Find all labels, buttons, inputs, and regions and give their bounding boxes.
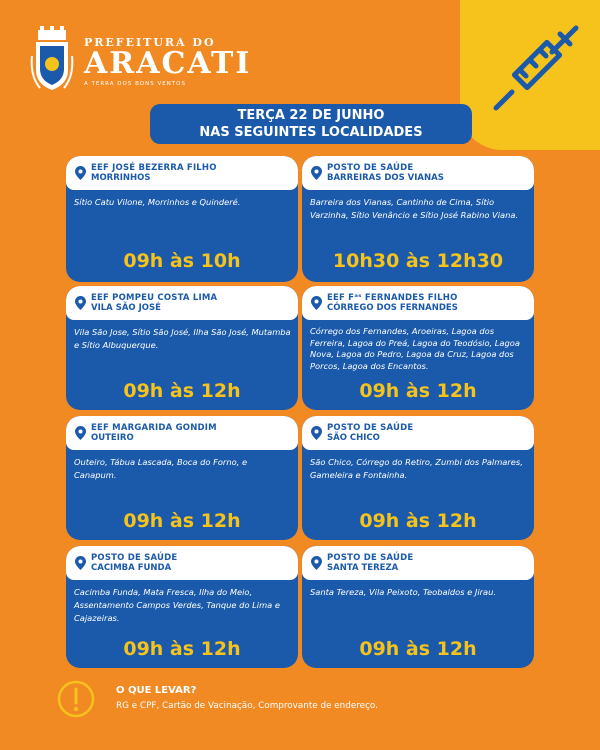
location-pin-icon	[311, 426, 322, 440]
location-pin-icon	[311, 556, 322, 570]
brand-name: ARACATI	[84, 46, 252, 81]
location-places: Santa Tereza, Vila Peixoto, Teobaldos e Jirau.	[310, 587, 497, 597]
date-subtitle: NAS SEGUINTES LOCALIDADES	[199, 125, 423, 140]
location-card	[66, 416, 298, 540]
location-name: VILA SÃO JOSÉ	[91, 303, 161, 313]
card-header	[302, 416, 534, 450]
vaccination-time: 09h às 12h	[123, 380, 241, 402]
location-pin-icon	[75, 166, 86, 180]
location-places: Córrego dos Fernandes, Aroeiras, Lagoa dos Ferreira, Lagoa do Preá, Lagoa do Teodósio, Lagoa Nova, Lagoa do Pedro, Lagoa da Cruz, Lagoa dos Porcos, Lagoa dos Encantos.	[310, 326, 520, 371]
city-crest-logo	[30, 26, 74, 96]
location-pin-icon	[311, 166, 322, 180]
location-name: OUTEIRO	[91, 433, 134, 443]
location-name: SANTA TEREZA	[327, 563, 399, 573]
location-places: São Chico, Córrego do Retiro, Zumbi dos Palmares, Gameleira e Fontainha.	[310, 457, 523, 480]
location-name: CACIMBA FUNDA	[91, 563, 172, 573]
location-name: CÓRREGO DOS FERNANDES	[327, 303, 458, 313]
location-places: Barreira dos Vianas, Cantinho de Cima, Sítio Varzinha, Sítio Venâncio e Sítio José Rabino Viana.	[310, 197, 519, 220]
footer-title: O QUE LEVAR?	[116, 685, 197, 696]
card-header	[66, 416, 298, 450]
location-type: POSTO DE SAÚDE	[327, 423, 414, 433]
syringe-icon	[490, 22, 582, 114]
location-card	[302, 546, 534, 668]
vaccination-time: 09h às 12h	[123, 510, 241, 532]
corner-badge	[460, 0, 600, 150]
vaccination-time: 09h às 12h	[359, 510, 477, 532]
location-card	[66, 286, 298, 410]
location-type: EEF POMPEU COSTA LIMA	[91, 293, 218, 303]
vaccination-time: 09h às 12h	[359, 638, 477, 660]
location-card	[302, 416, 534, 540]
brand	[84, 36, 251, 87]
date-banner	[150, 104, 472, 144]
location-card	[66, 546, 298, 668]
location-type: EEF MARGARIDA GONDIM	[91, 423, 217, 433]
location-card	[66, 156, 298, 282]
location-card	[302, 156, 534, 282]
footer-text: RG e CPF, Cartão de Vacinação, Comprovante de endereço.	[116, 701, 378, 711]
location-type: POSTO DE SAÚDE	[91, 553, 178, 563]
card-header	[66, 546, 298, 580]
card-header	[66, 286, 298, 320]
card-header	[66, 156, 298, 190]
brand-tagline: A TERRA DOS BONS VENTOS	[84, 81, 186, 87]
location-type: POSTO DE SAÚDE	[327, 553, 414, 563]
location-card	[302, 286, 534, 410]
vaccination-time: 10h30 às 12h30	[332, 250, 504, 272]
location-pin-icon	[75, 426, 86, 440]
location-name: SÃO CHICO	[327, 433, 380, 443]
card-header	[302, 156, 534, 190]
vaccination-time: 09h às 12h	[359, 380, 477, 402]
location-type: EEF Fᵃˢ FERNANDES FILHO	[327, 293, 458, 303]
location-places: Vila São Jose, Sítio São José, Ilha São José, Mutamba e Sítio Albuquerque.	[74, 327, 291, 350]
vaccination-time: 09h às 12h	[123, 638, 241, 660]
location-places: Outeiro, Tábua Lascada, Boca do Forno, e Canapum.	[74, 457, 248, 480]
vaccination-time: 09h às 10h	[123, 250, 241, 272]
location-type: EEF JOSÉ BEZERRA FILHO	[91, 163, 217, 173]
location-name: BARREIRAS DOS VIANAS	[327, 173, 444, 183]
location-places: Sítio Catu Vilone, Morrinhos e Quinderé.	[74, 197, 241, 207]
location-pin-icon	[311, 296, 322, 310]
location-name: MORRINHOS	[91, 173, 151, 183]
location-pin-icon	[75, 556, 86, 570]
warning-icon	[56, 679, 96, 719]
date-title: TERÇA 22 DE JUNHO	[237, 108, 385, 123]
card-header	[302, 286, 534, 320]
location-pin-icon	[75, 296, 86, 310]
card-header	[302, 546, 534, 580]
brand-prefix: PREFEITURA DO	[84, 36, 216, 49]
location-type: POSTO DE SAÚDE	[327, 163, 414, 173]
location-places: Cacimba Funda, Mata Fresca, Ilha do Meio, Assentamento Campos Verdes, Tanque do Lima e Cajazeiras.	[74, 587, 280, 623]
